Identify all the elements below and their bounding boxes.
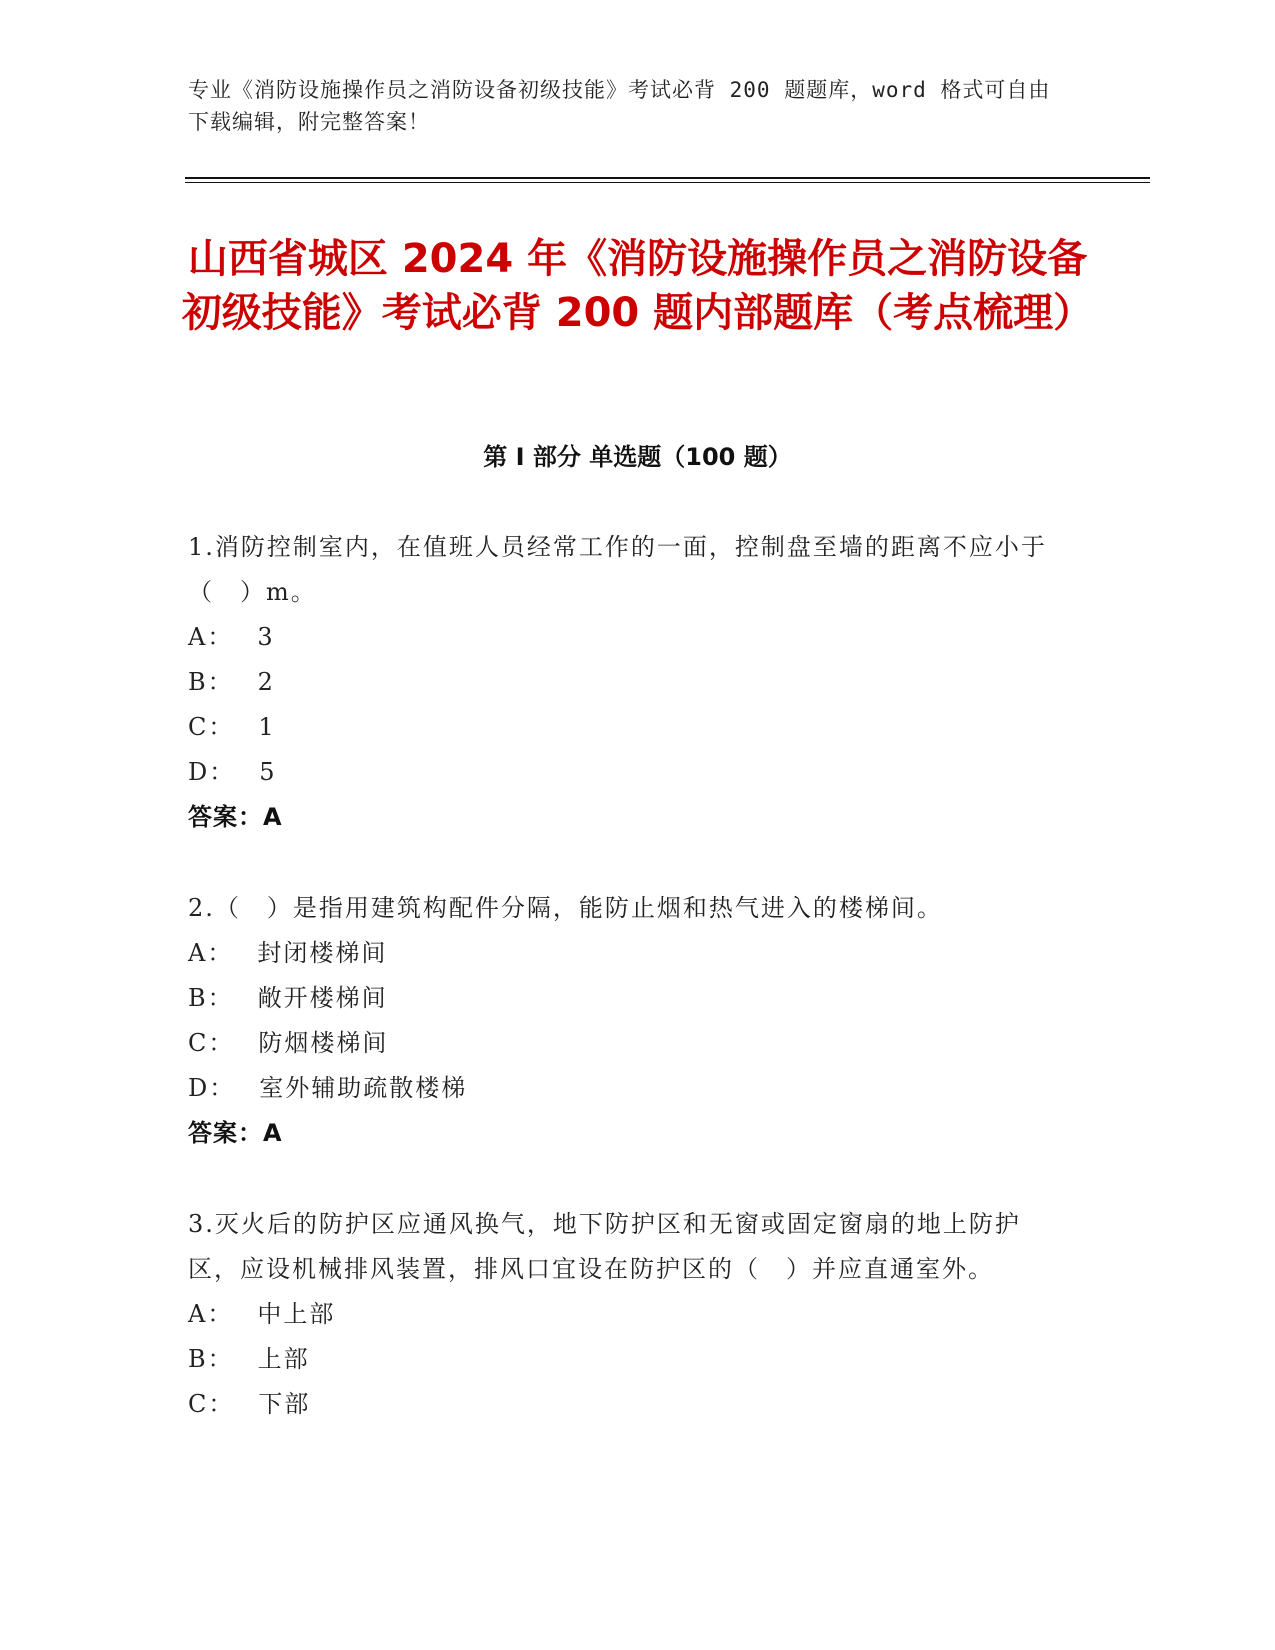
- option-d: [188, 750, 1058, 795]
- option-key: A：: [188, 1300, 234, 1328]
- option-text: 3: [257, 623, 275, 651]
- option-text: 下部: [258, 1390, 311, 1418]
- option-c: [188, 1382, 1058, 1427]
- option-a: [188, 615, 1058, 660]
- question-2: [188, 886, 1058, 1156]
- header-rule-thick: [185, 177, 1150, 179]
- option-a: [188, 1292, 1058, 1337]
- option-a: [188, 931, 1058, 976]
- option-key: C：: [188, 1390, 235, 1418]
- question-stem: 2.（ ）是指用建筑构配件分隔，能防止烟和热气进入的楼梯间。: [188, 894, 943, 922]
- option-key: B：: [188, 668, 234, 696]
- answer-line: 答案：A: [188, 1119, 283, 1147]
- option-key: D：: [188, 1074, 236, 1102]
- option-key: D：: [188, 758, 236, 786]
- document-title: 山西省城区 2024 年《消防设施操作员之消防设备初级技能》考试必背 200 题内部题库（考点梳理）: [181, 236, 1094, 336]
- option-key: C：: [188, 1029, 235, 1057]
- option-text: 室外辅助疏散楼梯: [259, 1074, 468, 1102]
- answer-line: 答案：A: [188, 803, 283, 831]
- option-key: A：: [188, 623, 234, 651]
- section-heading: 第 I 部分 单选题（100 题）: [483, 443, 792, 471]
- question-list: [188, 525, 1058, 1473]
- option-c: [188, 1021, 1058, 1066]
- option-text: 1: [258, 713, 276, 741]
- option-key: C：: [188, 713, 235, 741]
- question-stem: 1.消防控制室内，在值班人员经常工作的一面，控制盘至墙的距离不应小于（ ）m。: [188, 533, 1047, 606]
- option-b: [188, 976, 1058, 1021]
- option-text: 敞开楼梯间: [257, 984, 388, 1012]
- option-text: 防烟楼梯间: [258, 1029, 389, 1057]
- option-key: B：: [188, 984, 234, 1012]
- header-rule-thin: [185, 182, 1150, 183]
- option-text: 上部: [257, 1345, 310, 1373]
- option-text: 封闭楼梯间: [257, 939, 388, 967]
- option-text: 5: [259, 758, 277, 786]
- question-stem: 3.灭火后的防护区应通风换气，地下防护区和无窗或固定窗扇的地上防护区，应设机械排风装置，排风口宜设在防护区的（ ）并应直通室外。: [188, 1210, 1021, 1283]
- question-1: [188, 525, 1058, 840]
- option-b: [188, 660, 1058, 705]
- option-key: A：: [188, 939, 234, 967]
- option-key: B：: [188, 1345, 234, 1373]
- option-d: [188, 1066, 1058, 1111]
- option-text: 2: [257, 668, 275, 696]
- question-3: [188, 1202, 1058, 1427]
- document-header-note: 专业《消防设施操作员之消防设备初级技能》考试必背 200 题题库，word 格式可自由下载编辑，附完整答案！: [188, 78, 1051, 134]
- option-c: [188, 705, 1058, 750]
- option-b: [188, 1337, 1058, 1382]
- option-text: 中上部: [257, 1300, 336, 1328]
